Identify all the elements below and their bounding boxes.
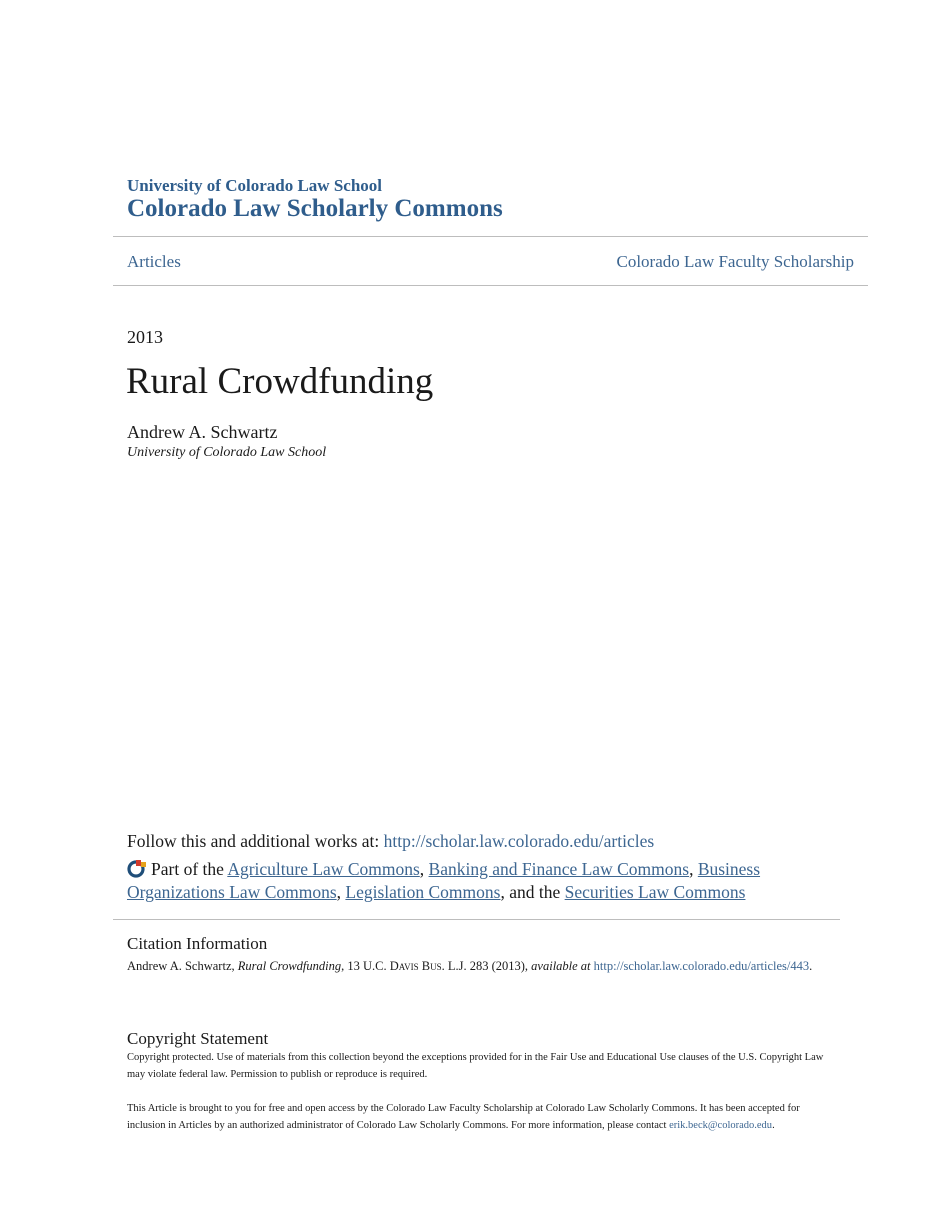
citation-mid: , 13 U.C.: [341, 959, 390, 973]
access-end: .: [772, 1120, 775, 1131]
citation-heading: Citation Information: [127, 934, 268, 953]
copyright-heading: Copyright Statement: [127, 1029, 269, 1048]
nav-articles-link[interactable]: Articles: [127, 252, 181, 271]
business-organizations-law-commons-link[interactable]: Business Organizations Law Commons: [127, 859, 761, 902]
citation-end: .: [809, 959, 813, 973]
follow-url-link[interactable]: http://scholar.law.colorado.edu/articles: [383, 831, 655, 851]
nav-faculty-scholarship-link[interactable]: Colorado Law Faculty Scholarship: [616, 252, 854, 271]
and-the-text: , and the: [500, 882, 565, 902]
header-divider: [113, 236, 868, 237]
nav-divider: [113, 285, 868, 286]
citation-available-at: available at: [531, 959, 591, 973]
author-affiliation: University of Colorado Law School: [127, 445, 327, 460]
citation-url-link[interactable]: http://scholar.law.colorado.edu/articles/443: [593, 959, 810, 973]
bepress-network-icon: [127, 858, 147, 878]
part-of-line: [127, 858, 847, 904]
contact-email-link[interactable]: erik.beck@colorado.edu: [669, 1120, 773, 1131]
institution-name: University of Colorado Law School: [127, 176, 382, 195]
agriculture-law-commons-link[interactable]: Agriculture Law Commons: [227, 859, 420, 879]
access-statement: [127, 1100, 827, 1134]
article-title: Rural Crowdfunding: [126, 361, 434, 402]
separator: ,: [419, 859, 429, 879]
follow-label: Follow this and additional works at:: [127, 831, 384, 851]
repository-name[interactable]: Colorado Law Scholarly Commons: [127, 195, 503, 222]
separator: ,: [336, 882, 346, 902]
article-author: Andrew A. Schwartz: [127, 422, 278, 442]
citation-author: Andrew A. Schwartz,: [127, 959, 238, 973]
separator: ,: [689, 859, 698, 879]
follow-line: [127, 831, 847, 852]
citation-body: [127, 958, 827, 975]
citation-title: Rural Crowdfunding: [237, 959, 342, 973]
citation-journal: Davis Bus.: [389, 959, 445, 973]
citation-journal-rest: L.J. 283 (2013),: [444, 959, 532, 973]
copyright-body: Copyright protected. Use of materials from this collection beyond the exceptions provided for in the Fair Use and Educational Use clauses of the U.S. Copyright Law may violate federal law. Permission to publish or reproduce is required.: [127, 1052, 824, 1080]
securities-law-commons-link[interactable]: Securities Law Commons: [564, 882, 746, 902]
article-year: 2013: [127, 327, 163, 347]
access-body: This Article is brought to you for free and open access by the Colorado Law Faculty Scholarship at Colorado Law Scholarly Commons. It has been accepted for inclusion in Articles by an authorized administrator of Colorado Law Scholarly Commons. For more information, please contact: [127, 1103, 800, 1131]
banking-finance-law-commons-link[interactable]: Banking and Finance Law Commons: [428, 859, 690, 879]
legislation-commons-link[interactable]: Legislation Commons: [345, 882, 501, 902]
part-of-prefix: Part of the: [151, 859, 228, 879]
body-divider: [113, 919, 840, 920]
